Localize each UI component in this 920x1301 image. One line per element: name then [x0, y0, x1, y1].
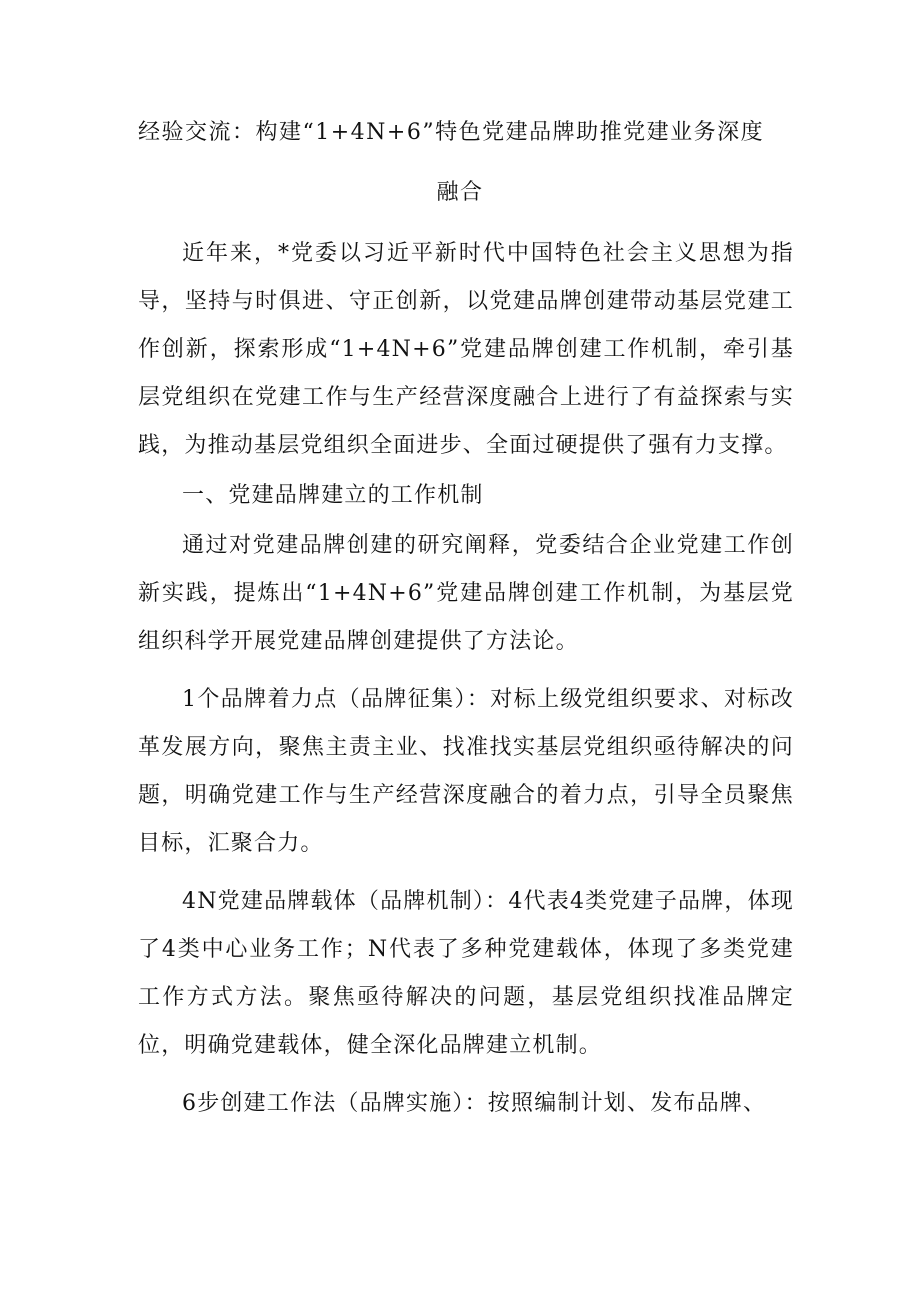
paragraph-brand-carrier: 4N党建品牌载体（品牌机制）：4代表4类党建子品牌，体现了4类中心业务工作；N代表了多种党建载体，体现了多类党建工作方式方法。聚焦亟待解决的问题，基层党组织找准品牌定位，明确党建载体，健全深化品牌建立机制。	[138, 889, 794, 1058]
document-title-line-2: 融合	[436, 180, 484, 205]
paragraph-mechanism: 通过对党建品牌创建的研究阐释，党委结合企业党建工作创新实践，提炼出“1+4N+6”党建品牌创建工作机制，为基层党组织科学开展党建品牌创建提供了方法论。	[138, 533, 794, 654]
section-heading-1: 一、党建品牌建立的工作机制	[182, 483, 484, 508]
paragraph-intro: 近年来，*党委以习近平新时代中国特色社会主义思想为指导，坚持与时俱进、守正创新，以党建品牌创建带动基层党建工作创新，探索形成“1+4N+6”党建品牌创建工作机制，牵引基层党组织在党建工作与生产经营深度融合上进行了有益探索与实践，为推动基层党组织全面进步、全面过硬提供了强有力支撑。	[138, 241, 794, 458]
document-body	[138, 230, 794, 1128]
paragraph-brand-focus: 1个品牌着力点（品牌征集）：对标上级党组织要求、对标改革发展方向，聚焦主责主业、找准找实基层党组织亟待解决的问题，明确党建工作与生产经营深度融合的着力点，引导全员聚焦目标，汇聚合力。	[138, 687, 794, 856]
paragraph-six-steps: 6步创建工作法（品牌实施）：按照编制计划、发布品牌、	[182, 1091, 767, 1116]
document-title-line-1: 经验交流：构建“1+4N+6”特色党建品牌助推党建业务深度	[138, 120, 765, 145]
